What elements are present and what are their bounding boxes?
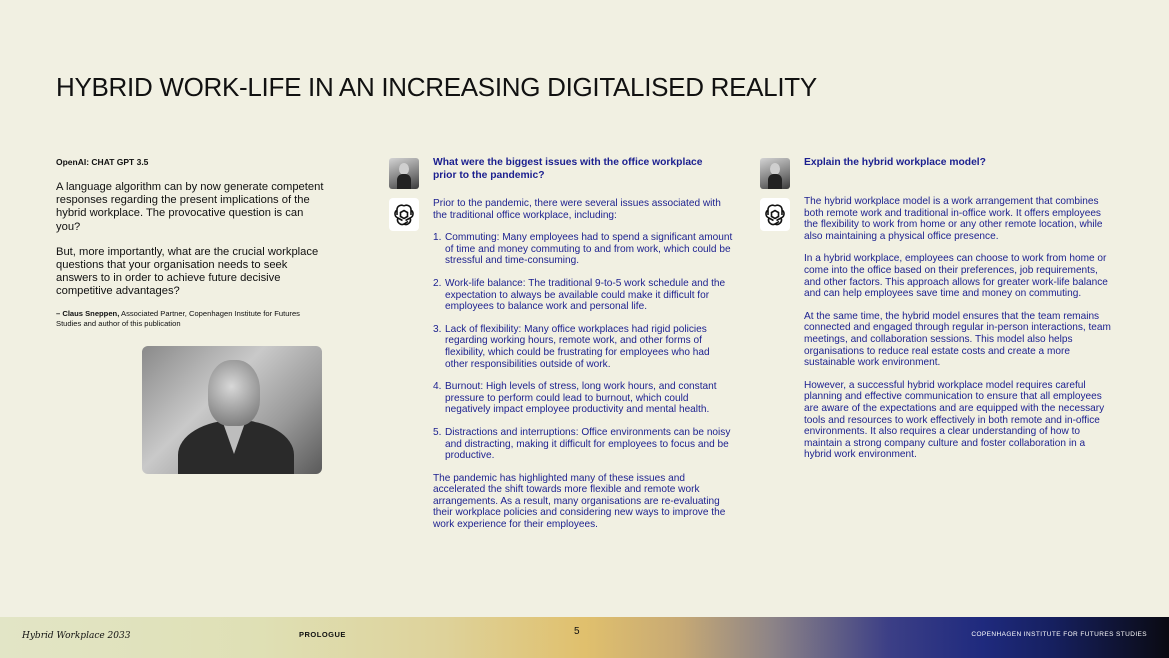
answer-2-paragraph: At the same time, the hybrid model ensures that the team remains connected and engaged through regular in-person interactions, team meetings, and collaboration sessions. This model also helps organisations to reduce real estate costs and create a more sustainable work environment. (804, 310, 1111, 369)
answer-1-outro: The pandemic has highlighted many of these issues and accelerated the shift towards more flexible and remote work arrangements. As a result, many organisations are re-evaluating their workplace policies and considering new ways to improve the work experience for their employees. (433, 472, 726, 531)
list-item: 2. Work-life balance: The traditional 9-to-5 work schedule and the expectation to always be available could make it difficult for employees to balance work and personal life. (433, 277, 726, 313)
section-label: PROLOGUE (299, 630, 346, 639)
openai-icon (760, 198, 790, 231)
list-item: 1. Commuting: Many employees had to spend a significant amount of time and money commuting to and from work, which could be stressful and time-consuming. (433, 232, 733, 267)
author-portrait (142, 346, 322, 474)
answer-2-paragraph: However, a successful hybrid workplace model requires careful planning and effective communication to ensure that all employees are aware of the expectations and are equipped with the necessary tools and resources to work effectively in both remote and in-office environments. It also requires a clear understanding of how to maintain a strong company culture and foster collaboration in a hybrid work environment. (804, 379, 1105, 461)
author-attribution (56, 309, 324, 329)
answer-1-intro: Prior to the pandemic, there were several issues associated with the traditional office workplace, including: (433, 198, 721, 221)
answer-2-paragraph: The hybrid workplace model is a work arrangement that combines both remote work and traditional in-office work. It offers employees the flexibility to work from home or any other remote location, while also maintaining a physical office presence. (804, 196, 1103, 242)
page-number: 5 (574, 626, 580, 637)
answer-2-paragraph: In a hybrid workplace, employees can choose to work from home or come into the office based on their preferences, job requirements, and other factors. This approach allows for greater work-life balance and can help employees save time and money on commuting. (804, 253, 1108, 300)
answer-2 (804, 196, 1114, 472)
source-label: OpenAI: CHAT GPT 3.5 (56, 157, 149, 167)
author-name: – Claus Sneppen, (56, 308, 120, 318)
list-item: 5. Distractions and interruptions: Office environments can be noisy and distracting, making it difficult for employees to focus and be productive. (433, 426, 731, 462)
question-2: Explain the hybrid workplace model? (804, 157, 986, 168)
issues-list (433, 232, 733, 462)
intro-paragraph-1: A language algorithm can by now generate competent responses regarding the present implications of the hybrid workplace. The provocative question is can you? (56, 181, 324, 233)
publisher-name: COPENHAGEN INSTITUTE FOR FUTURES STUDIES (971, 631, 1147, 638)
publication-title: Hybrid Workplace 2033 (22, 631, 131, 641)
user-avatar (389, 158, 419, 189)
answer-1 (433, 198, 733, 542)
author-role: Associated Partner, Copenhagen Institute for Futures Studies and author of this publication (56, 308, 300, 328)
question-1: What were the biggest issues with the office workplace prior to the pandemic? (433, 157, 703, 181)
intro-paragraph-2: But, more importantly, what are the crucial workplace questions that your organisation needs to seek answers to in order to achieve future decisive competitive advantages? (56, 245, 319, 298)
user-avatar (760, 158, 790, 189)
page-footer (0, 617, 1169, 658)
openai-icon (389, 198, 419, 231)
page-title: HYBRID WORK-LIFE IN AN INCREASING DIGITALISED REALITY (56, 72, 817, 102)
list-item: 3. Lack of flexibility: Many office workplaces had rigid policies regarding working hours, remote work, and other forms of flexibility, which could be frustrating for employees who had other responsibilities outside of work. (433, 323, 710, 370)
list-item: 4. Burnout: High levels of stress, long work hours, and constant pressure to perform could lead to burnout, which could negatively impact employee productivity and mental health. (433, 381, 717, 416)
intro-column (56, 157, 324, 341)
